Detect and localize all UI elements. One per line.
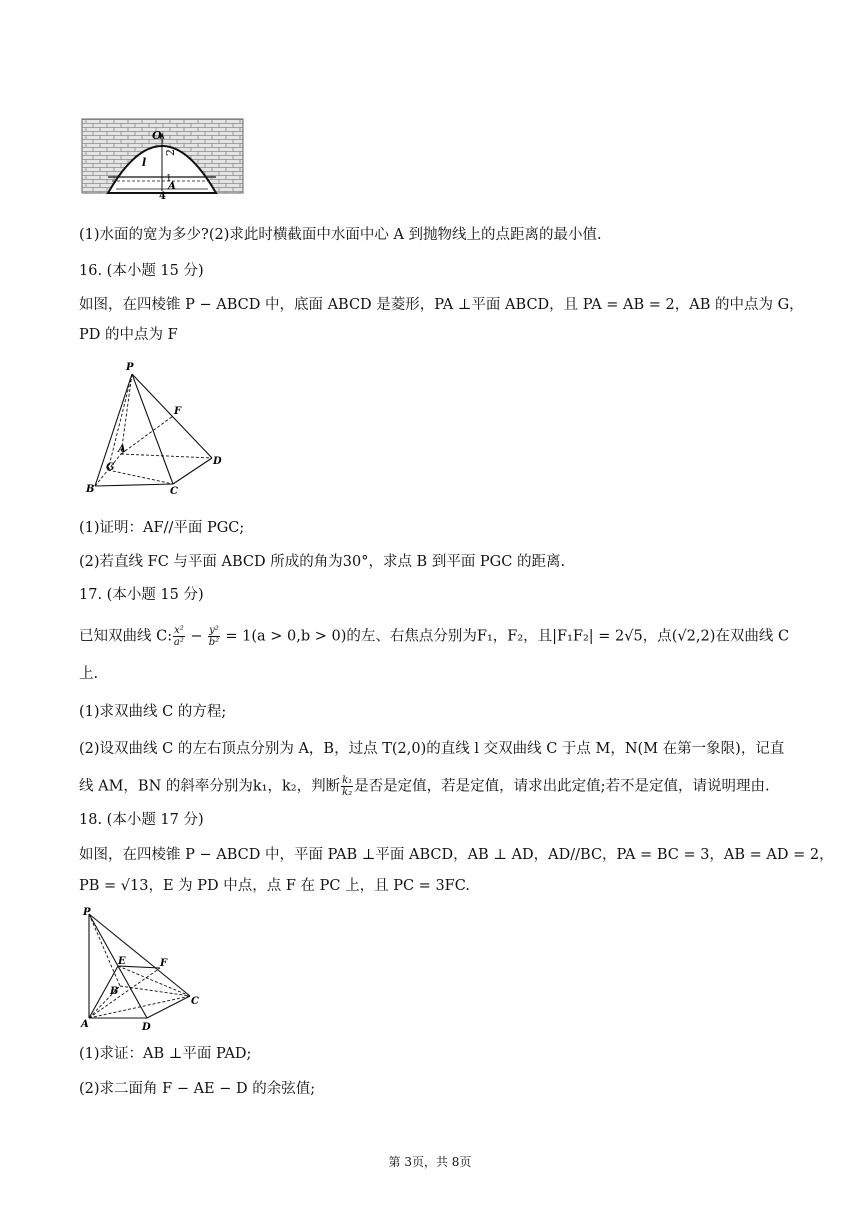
q16-part2: (2)若直线 FC 与平面 ABCD 所成的角为30°，求点 B 到平面 PGC 的距离.	[79, 554, 566, 570]
q18-stem-line1: 如图，在四棱锥 P − ABCD 中，平面 PAB ⊥平面 ABCD，AB ⊥ AD，AD//BC，PA = BC = 3，AB = AD = 2，	[79, 847, 834, 863]
frac-y2-b2: $\frac{\text{y²}}{\text{b²}}$	[208, 625, 220, 648]
q17-stem-a: 已知双曲线 C:	[79, 628, 173, 645]
q16-part1: (1)证明：AF//平面 PGC;	[79, 520, 245, 536]
fig1-label-A: A	[168, 181, 176, 192]
fig2-label-F: F	[174, 406, 182, 417]
q17-part2-b-a: 线 AM，BN 的斜率分别为k₁，k₂，判断	[79, 778, 341, 795]
fig1-label-4: 4	[159, 191, 166, 202]
fig1-label-O: O	[152, 129, 162, 142]
fig2-label-C: C	[170, 486, 178, 497]
fig2-label-D: D	[213, 456, 222, 467]
fig2-label-A: A	[118, 444, 126, 455]
tunnel-figure	[82, 119, 245, 202]
frac-x2-a2: $\frac{\text{x²}}{\text{a²}}$	[173, 625, 184, 648]
fig3-label-A: A	[81, 1019, 89, 1030]
fig3-label-E: E	[118, 956, 126, 967]
q16-stem-line2: PD 的中点为 F	[79, 327, 178, 343]
fig2-label-B: B	[86, 484, 95, 495]
pyramid-figure-q18	[80, 906, 204, 1034]
q18-stem-line2: PB = √13，E 为 PD 中点，点 F 在 PC 上，且 PC = 3FC.	[79, 878, 470, 894]
q17-part2-b-b: 是否是定值，若是定值，请求出此定值;若不是定值，请说明理由.	[354, 778, 770, 795]
pyramid-figure-q16	[84, 360, 224, 496]
q16-header: 16. (本小题 15 分)	[79, 263, 204, 279]
frac-k1-k2: $\frac{\text{k₁}}{\text{k₂}}$	[342, 775, 353, 798]
q15-questions: (1)水面的宽为多少?(2)求此时横截面中水面中心 A 到抛物线上的点距离的最小值.	[79, 227, 602, 243]
fig2-label-G: G	[106, 462, 115, 473]
fig3-label-C: C	[191, 996, 199, 1007]
fig2-label-P: P	[126, 362, 134, 373]
fig1-label-2: 2	[164, 149, 177, 156]
q18-part1: (1)求证：AB ⊥平面 PAD;	[79, 1046, 252, 1062]
q17-part2-line2	[79, 775, 770, 798]
q17-stem-line2: 上.	[79, 666, 99, 682]
q17-stem-line1: 已知双曲线 C: $\frac{\text{x²}}{\text{a²}}$ − $\frac{\text{y²}}{\text{b²}}$ = 1(a > 0,b > 0)的左、右焦点分别为F₁，F₂，且|F₁F₂| = 2√5，点(√2,2)在双曲线 C	[79, 625, 790, 648]
q17-part1: (1)求双曲线 C 的方程;	[79, 704, 227, 720]
fig3-label-P: P	[83, 907, 91, 918]
q17-part2-line1: (2)设双曲线 C 的左右顶点分别为 A，B，过点 T(2,0)的直线 l 交双曲线 C 于点 M，N(M 在第一象限)，记直	[79, 741, 785, 757]
q16-stem-line1: 如图，在四棱锥 P − ABCD 中，底面 ABCD 是菱形，PA ⊥平面 ABCD，且 PA = AB = 2，AB 的中点为 G，	[79, 297, 804, 313]
fig3-label-D: D	[142, 1022, 151, 1033]
fig3-label-F: F	[160, 958, 168, 969]
q17-header: 17. (本小题 15 分)	[79, 587, 204, 603]
q17-stem-b: = 1(a > 0,b > 0)的左、右焦点分别为F₁，F₂，且|F₁F₂| = 2√5，点(√2,2)在双曲线 C	[220, 628, 790, 645]
fig1-label-1: 1	[166, 174, 172, 184]
q18-part2: (2)求二面角 F − AE − D 的余弦值;	[79, 1081, 316, 1097]
q18-header: 18. (本小题 17 分)	[79, 812, 204, 828]
fig1-label-l: l	[142, 156, 147, 169]
fig3-label-B: B	[110, 986, 119, 997]
page-footer: 第 3页，共 8页	[388, 1155, 472, 1169]
